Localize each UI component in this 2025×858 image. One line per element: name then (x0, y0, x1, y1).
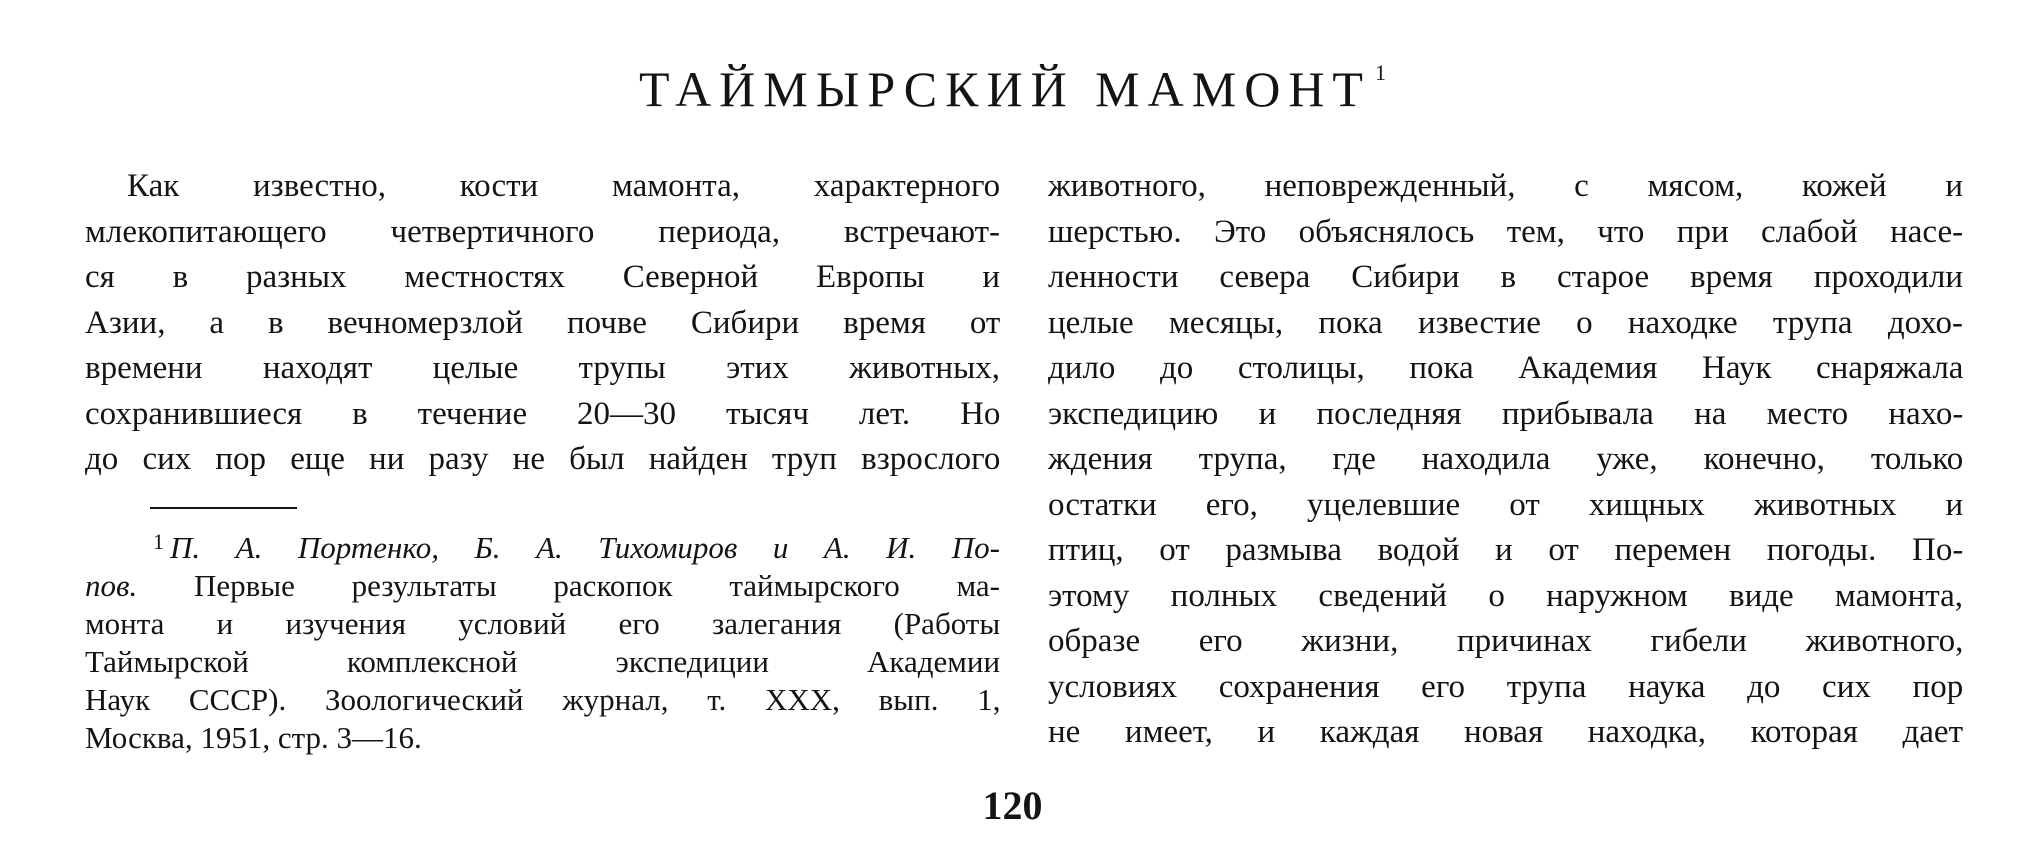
footnote-text: Первые результаты раскопок таймырского ма- (137, 568, 1000, 603)
footnote-line: Наук СССР). Зоологический журнал, т. XXX, вып. 1, (85, 682, 1001, 717)
footnote-number: 1 (153, 529, 164, 554)
body-line: птиц, от размыва водой и от перемен погоды. По- (1048, 532, 1964, 568)
footnote-line: Москва, 1951, стр. 3—16. (85, 720, 422, 755)
title-footnote-mark: 1 (1374, 60, 1386, 85)
right-column (1048, 164, 1963, 756)
body-line: образе его жизни, причинах гибели животного, (1048, 623, 1964, 659)
body-line: этому полных сведений о наружном виде мамонта, (1048, 577, 1963, 614)
footnote (85, 523, 1000, 757)
body-line: ленности севера Сибири в старое время проходили (1048, 259, 1963, 295)
footnote-divider (150, 507, 297, 509)
body-line: не имеет, и каждая новая находка, которая дает (1048, 714, 1963, 750)
body-line: Как известно, кости мамонта, характерного (127, 168, 1001, 204)
body-line: остатки его, уцелевшие от хищных животных и (1048, 486, 1964, 523)
body-line: животного, неповрежденный, с мясом, кожей и (1048, 168, 1963, 204)
footnote-authors-end: пов. (85, 568, 138, 603)
body-line: до сих пор еще ни разу не был найден труп взрослого (85, 441, 1001, 477)
page-number: 120 (982, 783, 1043, 828)
body-line: шерстью. Это объяснялось тем, что при слабой насе- (1048, 213, 1964, 250)
chapter-title (0, 60, 2025, 117)
footnote-line (85, 523, 1000, 567)
body-line: целые месяцы, пока известие о находке трупа дохо- (1048, 304, 1964, 341)
chapter-title-text: ТАЙМЫРСКИЙ МАМОНТ (639, 61, 1371, 117)
footnote-line: Таймырской комплексной экспедиции Академии (85, 644, 1001, 679)
body-line: условиях сохранения его трупа наука до сих пор (1048, 668, 1964, 705)
body-line: экспедицию и последняя прибывала на место нахо- (1048, 395, 1964, 432)
footnote-line (85, 567, 1000, 605)
body-line: сохранившиеся в течение 20—30 тысяч лет. Но (85, 395, 1001, 432)
footnote-line: монта и изучения условий его залегания (Работы (85, 606, 1001, 641)
body-line: ждения трупа, где находила уже, конечно, только (1048, 441, 1964, 477)
footnote-authors: П. А. Портенко, Б. А. Тихомиров и А. И. По- (170, 530, 1000, 565)
body-line: ся в разных местностях Северной Европы и (85, 259, 1000, 295)
body-line: дило до столицы, пока Академия Наук снаряжала (1048, 350, 1964, 386)
body-line: времени находят целые трупы этих животных, (85, 350, 1000, 386)
body-line: Азии, а в вечномерзлой почве Сибири время от (85, 304, 1001, 341)
body-line: млекопитающего четвертичного периода, встречают- (85, 213, 1000, 250)
left-column (85, 164, 1000, 483)
